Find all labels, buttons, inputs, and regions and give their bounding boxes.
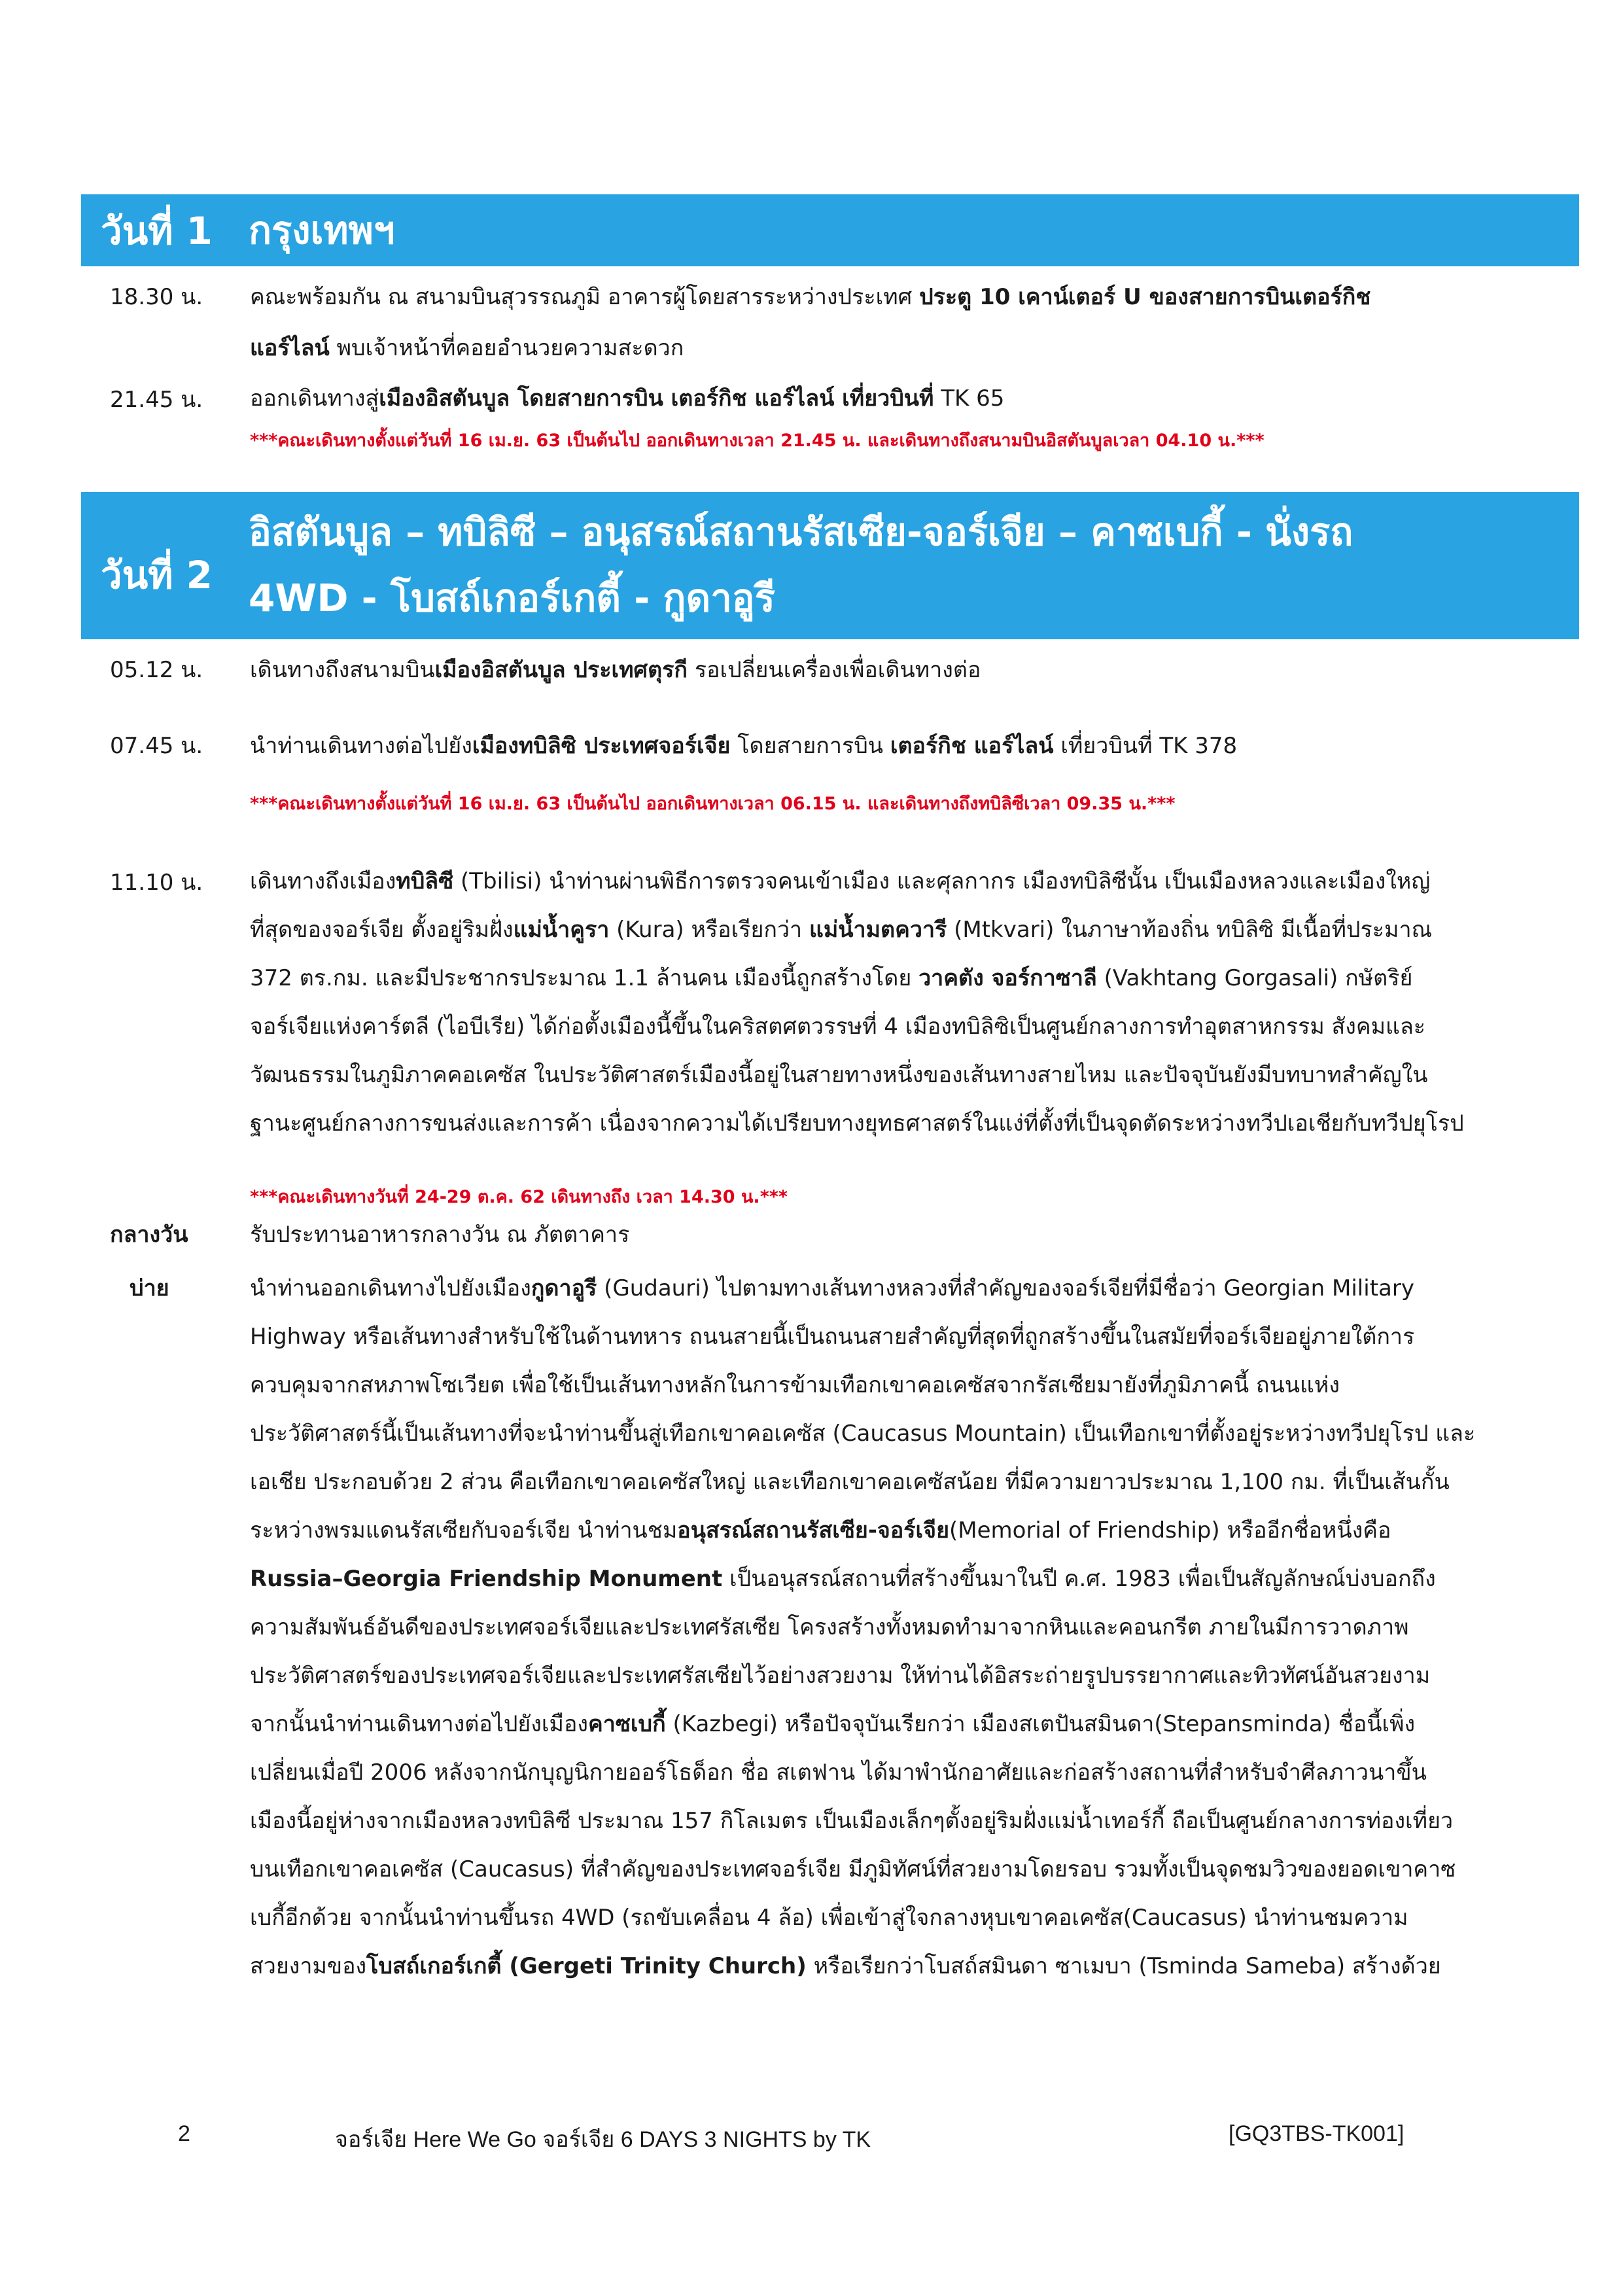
text: (Memorial of Friendship) หรืออีกชื่อหนึ่งคือ <box>949 1517 1391 1544</box>
text: เอเชีย ประกอบด้วย 2 ส่วน คือเทือกเขาคอเคซัสใหญ่ และเทือกเขาคอเคซัสน้อย ที่มีความยาวประมาณ 1,100 กม. ที่เป็นเส้นกั้น <box>250 1469 1450 1495</box>
bold-text: ประตู 10 เคาน์เตอร์ U ของสายการบินเตอร์กิช <box>919 284 1371 310</box>
text-line <box>250 1313 1578 1361</box>
text-line <box>250 374 1578 423</box>
text-line <box>250 1555 1578 1603</box>
text-line <box>250 720 1578 771</box>
text-line <box>250 1845 1578 1894</box>
text-line <box>250 645 1578 696</box>
text: ฐานะศูนย์กลางการขนส่งและการค้า เนื่องจากความได้เปรียบทางยุทธศาสตร์ในแง่ที่ตั้งที่เป็นจุดตัดระหว่างทวีปเอเชียกับทวีปยุโรป <box>250 1110 1464 1137</box>
bold-text: แม่น้ำคูรา <box>513 917 610 943</box>
text: เดินทางถึงสนามบิน <box>250 657 435 683</box>
text-line <box>250 857 1578 906</box>
text: บนเทือกเขาคอเคซัส (Caucasus) ที่สำคัญของประเทศจอร์เจีย มีภูมิทัศน์ที่สวยงามโดยรอบ รวมทั้งเป็นจุดชมวิวของยอดเขาคาซ <box>250 1856 1456 1882</box>
text: เดินทางถึงเมือง <box>250 868 396 894</box>
text: ออกเดินทางสู่ <box>250 385 379 412</box>
text: (Tbilisi) นำท่านผ่านพิธีการตรวจคนเข้าเมือง และศุลกากร เมืองทบิลิซีนั้น เป็นเมืองหลวงและเมืองใหญ่ <box>453 868 1431 894</box>
footer-title: จอร์เจีย Here We Go จอร์เจีย 6 DAYS 3 NIGHTS by TK <box>335 2127 871 2152</box>
text-line <box>250 1603 1578 1651</box>
text-line <box>250 954 1578 1002</box>
text-line <box>250 1748 1578 1797</box>
bold-text: Russia–Georgia Friendship Monument <box>250 1566 723 1592</box>
text-line <box>250 1210 1578 1259</box>
text-line <box>250 1361 1578 1409</box>
text: ระหว่างพรมแดนรัสเซียกับจอร์เจีย นำท่านชม <box>250 1517 678 1544</box>
text: หรือเรียกว่าโบสถ์สมินดา ซาเมบา (Tsminda Sameba) สร้างด้วย <box>806 1953 1441 1979</box>
text: รอเปลี่ยนเครื่องเพื่อเดินทางต่อ <box>688 657 981 683</box>
text: จากนั้นนำท่านเดินทางต่อไปยังเมือง <box>250 1711 588 1737</box>
item-time: 21.45 น. <box>110 387 203 413</box>
text-line <box>250 1942 1578 1990</box>
text: (Kura) หรือเรียกว่า <box>609 917 809 943</box>
text: Highway หรือเส้นทางสำหรับใช้ในด้านทหาร ถนนสายนี้เป็นถนนสายสำคัญที่สุดที่ถูกสร้างขึ้นในสมัยที่จอร์เจียอยู่ภายใต้การ <box>250 1324 1415 1350</box>
text: ประวัติศาสตร์ของประเทศจอร์เจียและประเทศรัสเซียไว้อย่างสวยงาม ให้ท่านได้อิสระถ่ายรูปบรรยากาศและทิวทัศน์อันสวยงาม <box>250 1663 1431 1689</box>
bold-text: เตอร์กิช แอร์ไลน์ <box>890 733 1054 759</box>
text-line <box>250 1264 1578 1313</box>
text: ประวัติศาสตร์นี้เป็นเส้นทางที่จะนำท่านขึ้นสู่เทือกเขาคอเคซัส (Caucasus Mountain) เป็นเทือกเขาที่ตั้งอยู่ระหว่างทวีปยุโรป และ <box>250 1421 1476 1447</box>
text-line <box>250 1894 1578 1942</box>
bold-text: กูดาอูรี <box>531 1275 597 1301</box>
text: TK 65 <box>934 385 1005 412</box>
text: นำท่านออกเดินทางไปยังเมือง <box>250 1275 531 1301</box>
footer-code: [GQ3TBS-TK001] <box>1229 2121 1405 2146</box>
bold-text: (Gergeti Trinity Church) <box>501 1953 807 1979</box>
text: (Gudauri) ไปตามทางเส้นทางหลวงที่สำคัญของจอร์เจียที่มีชื่อว่า Georgian Military <box>597 1275 1414 1301</box>
text: (Kazbegi) หรือปัจจุบันเรียกว่า เมืองสเตปันสมินดา(Stepansminda) ชื่อนี้เพิ่ง <box>665 1711 1416 1737</box>
text: จอร์เจียแห่งคาร์ตลี (ไอบีเรีย) ได้ก่อตั้งเมืองนี้ขึ้นในคริสตศตวรรษที่ 4 เมืองทบิลิซิเป็นศูนย์กลางการทำอุตสาหกรรม สังคมและ <box>250 1014 1426 1040</box>
item-description <box>250 374 1578 423</box>
text: ความสัมพันธ์อันดีของประเทศจอร์เจียและประเทศรัสเซีย โครงสร้างทั้งหมดทำมาจากหินและคอนกรีต ภายในมีการวาดภาพ <box>250 1614 1409 1640</box>
text-line <box>250 1651 1578 1700</box>
text: คณะพร้อมกัน ณ สนามบินสุวรรณภูมิ อาคารผู้โดยสารระหว่างประเทศ <box>250 284 920 310</box>
item-time: กลางวัน <box>110 1222 188 1248</box>
footer-page-number: 2 <box>178 2121 190 2146</box>
bold-text: เมืองอิสตันบูล โดยสายการบิน เตอร์กิช แอร์ไลน์ เที่ยวบินที่ <box>379 385 934 412</box>
bold-text: อนุสรณ์สถานรัสเซีย-จอร์เจีย <box>677 1517 949 1544</box>
bold-text: ทบิลิซี <box>396 868 454 894</box>
text: ที่สุดของจอร์เจีย ตั้งอยู่ริมฝั่ง <box>250 917 514 943</box>
text: เบกี้อีกด้วย จากนั้นนำท่านขึ้นรถ 4WD (รถขับเคลื่อน 4 ล้อ) เพื่อเข้าสู่ใจกลางหุบเขาคอเคซัส(Caucasus) นำท่านชมความ <box>250 1905 1408 1931</box>
bold-text: แอร์ไลน์ <box>250 335 330 361</box>
item-description <box>250 1210 1578 1259</box>
item-time: 05.12 น. <box>110 657 203 683</box>
item-description <box>250 645 1578 696</box>
item-time: 18.30 น. <box>110 284 203 310</box>
text: เปลี่ยนเมื่อปี 2006 หลังจากนักบุญนิกายออร์โธด็อก ชื่อ สเตฟาน ได้มาพำนักอาศัยและก่อสร้างสถานที่สำหรับจำศีลภาวนาขึ้น <box>250 1759 1427 1786</box>
day1-label: วันที่ 1 <box>101 208 213 253</box>
item-time: บ่าย <box>130 1275 169 1301</box>
item-description <box>250 720 1578 771</box>
schedule-note: ***คณะเดินทางตั้งแต่วันที่ 16 เม.ย. 63 เป็นต้นไป ออกเดินทางเวลา 21.45 น. และเดินทางถึงสนามบินอิสตันบูลเวลา 04.10 น.*** <box>250 431 1265 451</box>
text-line <box>250 906 1578 954</box>
text: รับประทานอาหารกลางวัน ณ ภัตตาคาร <box>250 1222 630 1248</box>
text-line <box>250 1051 1578 1099</box>
text: เป็นอนุสรณ์สถานที่สร้างขึ้นมาในปี ค.ศ. 1983 เพื่อเป็นสัญลักษณ์บ่งบอกถึง <box>722 1566 1436 1592</box>
text: โดยสายการบิน <box>730 733 890 759</box>
text-line <box>250 1458 1578 1506</box>
text-line <box>250 323 1578 374</box>
text: สวยงามของ <box>250 1953 367 1979</box>
text: วัฒนธรรมในภูมิภาคคอเคซัส ในประวัติศาสตร์เมืองนี้อยู่ในสายทางหนึ่งของเส้นทางสายไหม และปัจจุบันยังมีบทบาทสำคัญใน <box>250 1062 1428 1088</box>
text-line <box>250 1797 1578 1845</box>
text: เที่ยวบินที่ TK 378 <box>1053 733 1238 759</box>
text: เมืองนี้อยู่ห่างจากเมืองหลวงทบิลิซี ประมาณ 157 กิโลเมตร เป็นเมืองเล็กๆตั้งอยู่ริมฝั่งแม่น้ำเทอร์กี้ ถือเป็นศูนย์กลางการท่องเที่ยว <box>250 1808 1454 1834</box>
item-time: 07.45 น. <box>110 733 203 759</box>
item-description <box>250 272 1578 374</box>
text: 372 ตร.กม. และมีประชากรประมาณ 1.1 ล้านคน เมืองนี้ถูกสร้างโดย <box>250 965 919 991</box>
text-line <box>250 1506 1578 1555</box>
item-description <box>250 1264 1578 1990</box>
item-time: 11.10 น. <box>110 870 203 896</box>
bold-text: เมืองอิสตันบูล ประเทศตุรกี <box>434 657 688 683</box>
text-line <box>250 272 1578 323</box>
schedule-note: ***คณะเดินทางตั้งแต่วันที่ 16 เม.ย. 63 เป็นต้นไป ออกเดินทางเวลา 06.15 น. และเดินทางถึงทบิลิซีเวลา 09.35 น.*** <box>250 794 1176 814</box>
bold-text: คาซเบกี้ <box>587 1711 666 1737</box>
text: ควบคุมจากสหภาพโซเวียต เพื่อใช้เป็นเส้นทางหลักในการข้ามเทือกเขาคอเคซัสจากรัสเซียมายังที่ภูมิภาคนี้ ถนนแห่ง <box>250 1372 1340 1398</box>
item-description <box>250 857 1578 1148</box>
text: พบเจ้าหน้าที่คอยอำนวยความสะดวก <box>329 335 684 361</box>
text-line <box>250 1099 1578 1148</box>
day1-title: กรุงเทพฯ <box>249 208 395 253</box>
text: (Mtkvari) ในภาษาท้องถิ่น ทบิลิซิ มีเนื้อที่ประมาณ <box>947 917 1433 943</box>
bold-text: เมืองทบิลิซิ ประเทศจอร์เจีย <box>472 733 731 759</box>
bold-text: วาคตัง จอร์กาซาลี <box>918 965 1097 991</box>
day2-header-band <box>81 492 1579 639</box>
text-line <box>250 1409 1578 1458</box>
day2-title-line2: 4WD - โบสถ์เกอร์เกตี้ - กูดาอูรี <box>249 576 775 620</box>
day1-header-band <box>81 194 1579 266</box>
bold-text: แม่น้ำมตควารี <box>809 917 947 943</box>
schedule-note: ***คณะเดินทางวันที่ 24-29 ต.ค. 62 เดินทางถึง เวลา 14.30 น.*** <box>250 1187 788 1207</box>
day2-title-line1: อิสตันบูล – ทบิลิซี – อนุสรณ์สถานรัสเซีย-จอร์เจีย – คาซเบกี้ - นั่งรถ <box>249 510 1353 554</box>
text-line <box>250 1002 1578 1051</box>
text: (Vakhtang Gorgasali) กษัตริย์ <box>1096 965 1413 991</box>
text-line <box>250 1700 1578 1748</box>
bold-text: โบสถ์เกอร์เกตี้ <box>366 1953 502 1979</box>
text: นำท่านเดินทางต่อไปยัง <box>250 733 472 759</box>
day2-label: วันที่ 2 <box>101 553 213 597</box>
